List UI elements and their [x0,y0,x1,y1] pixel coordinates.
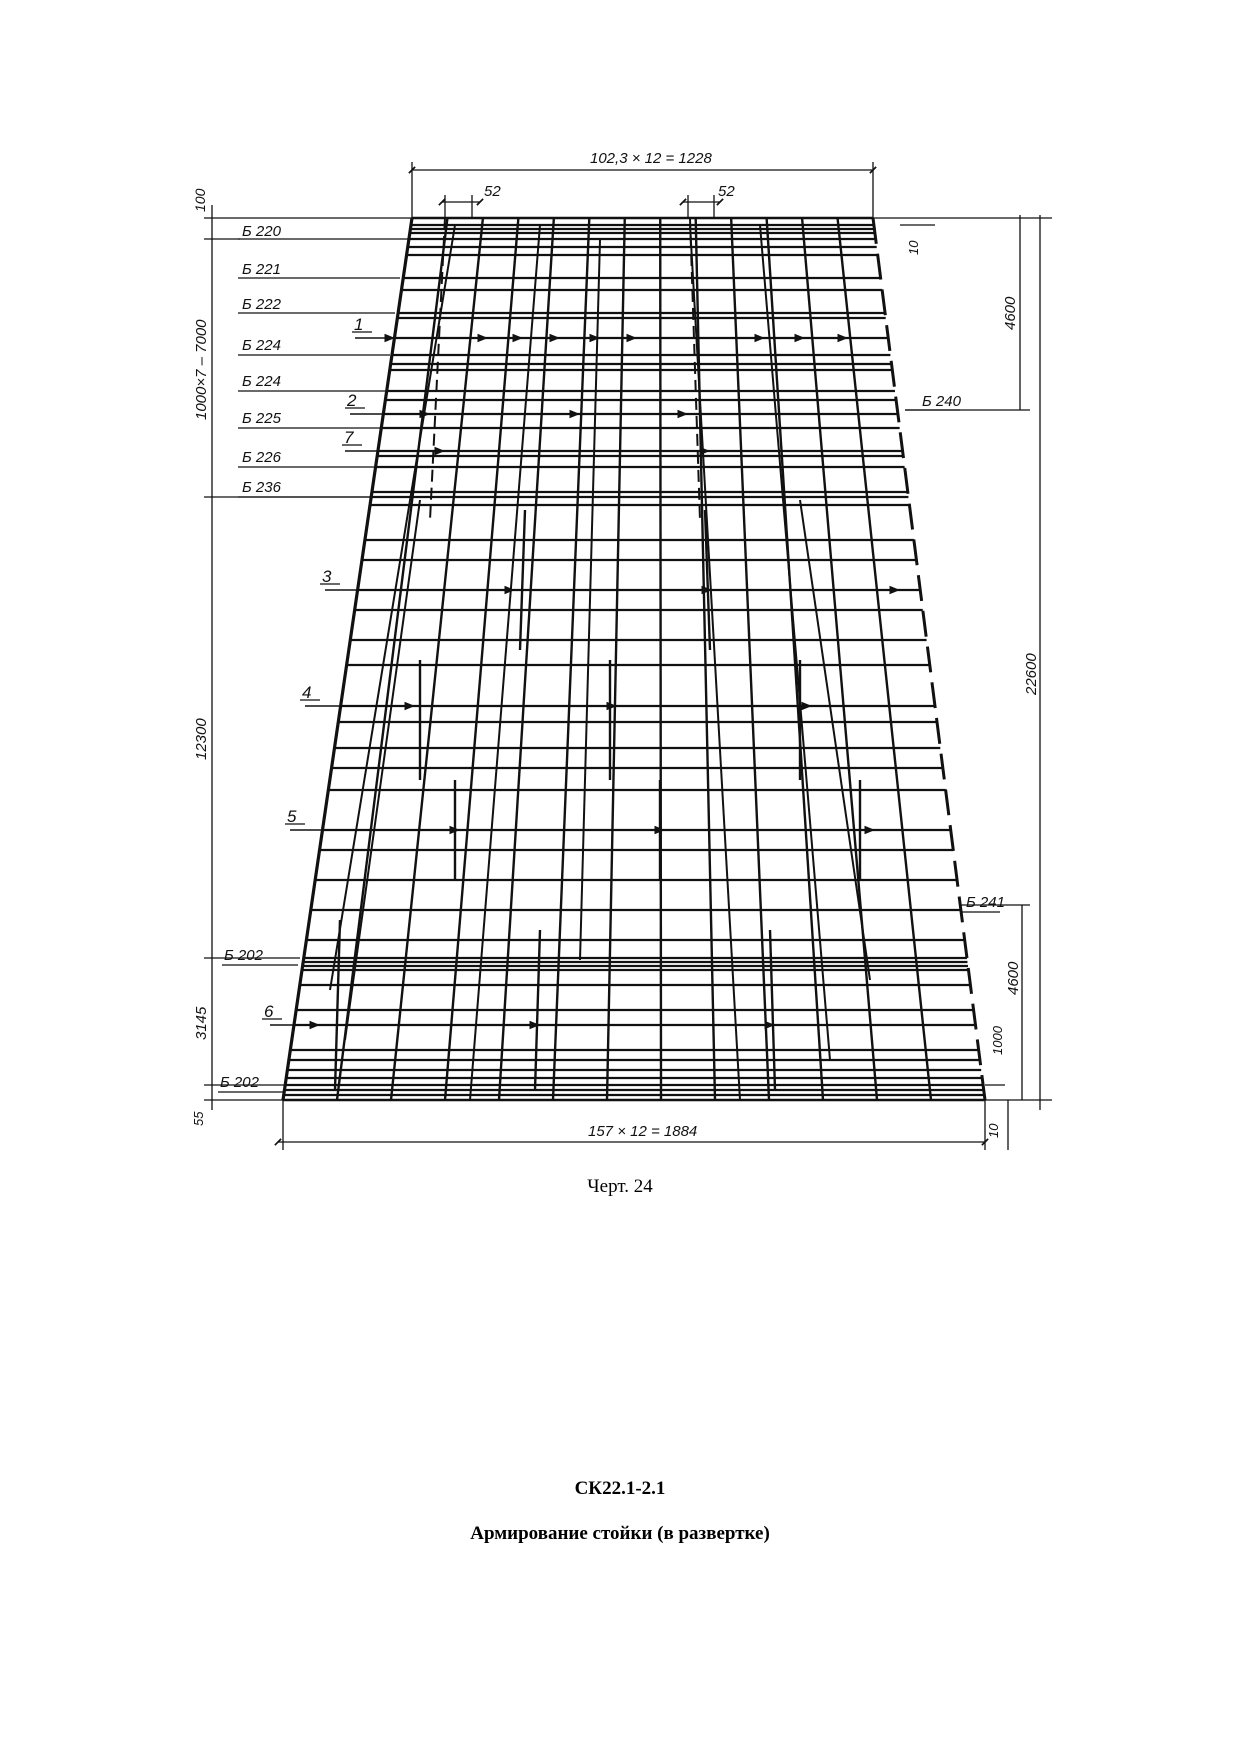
bar-label-b220: Б 220 [242,223,281,240]
bar-label-b236: Б 236 [242,479,281,496]
dim-left-top: 100 [192,188,208,212]
position-arrows [270,338,900,1025]
bar-label-b221: Б 221 [242,261,281,278]
position-marker-1: 1 [354,315,364,334]
dim-right-lower: 4600 [1005,961,1022,995]
mesh-longitudinal-bar [802,218,877,1100]
bar-label-b241: Б 241 [966,894,1005,911]
bar-label-b222: Б 222 [242,296,281,313]
bar-label-b240: Б 240 [922,393,961,410]
bar-label-b225: Б 225 [242,410,281,427]
panel-outline [283,218,985,1100]
dim-right-total: 22600 [1023,653,1040,695]
mesh-longitudinal-bar [838,218,931,1100]
bar-label-b224a: Б 224 [242,337,281,354]
mesh-longitudinal-bar [607,218,625,1100]
mesh-longitudinal-bar [696,218,715,1100]
mesh-stub-bar [520,510,525,650]
mesh-longitudinal-bar [660,218,661,1100]
dimension-lines [204,162,1052,1150]
position-marker-4: 4 [302,683,312,702]
position-marker-6: 6 [264,1002,274,1021]
dim-top-offset-left: 52 [484,183,501,200]
dim-right-top-small: 10 [906,240,921,255]
position-underlines [262,332,372,1019]
figure-caption: Черт. 24 [587,1176,653,1197]
dim-top-offset-right: 52 [718,183,735,200]
bar-label-b202-upper: Б 202 [224,947,263,964]
reinforcement-mesh [284,218,985,1100]
bar-label-b226: Б 226 [242,449,281,466]
position-arrowheads [470,338,900,1025]
dim-left-upper: 1000×7 – 7000 [193,319,210,420]
dim-bottom-total: 157 × 12 = 1884 [588,1123,698,1140]
position-marker-5: 5 [287,807,297,826]
document-code: СК22.1-2.1 [574,1478,666,1499]
mesh-longitudinal-bar [391,218,483,1100]
bar-label-b202-lower: Б 202 [220,1074,259,1091]
dim-right-bottom-tiny: 10 [986,1123,1001,1138]
position-marker-2: 2 [347,391,357,410]
dim-left-bottom: 55 [191,1111,206,1126]
mesh-extra-bar [690,225,740,1100]
dim-right-upper: 4600 [1002,296,1019,330]
dim-right-bottom-small: 1000 [990,1026,1005,1055]
mesh-longitudinal-bar [731,218,769,1100]
mesh-longitudinal-bar [553,218,589,1100]
bar-label-b224b: Б 224 [242,373,281,390]
mesh-extra-bar [330,225,455,990]
dim-left-middle: 12300 [193,718,210,760]
dim-top-total: 102,3 × 12 = 1228 [590,150,712,167]
position-marker-7: 7 [344,428,354,447]
document-title: Армирование стойки (в развертке) [470,1523,770,1544]
mesh-longitudinal-bar [767,218,823,1100]
position-marker-3: 3 [322,567,332,586]
dim-left-lower: 3145 [193,1006,210,1040]
